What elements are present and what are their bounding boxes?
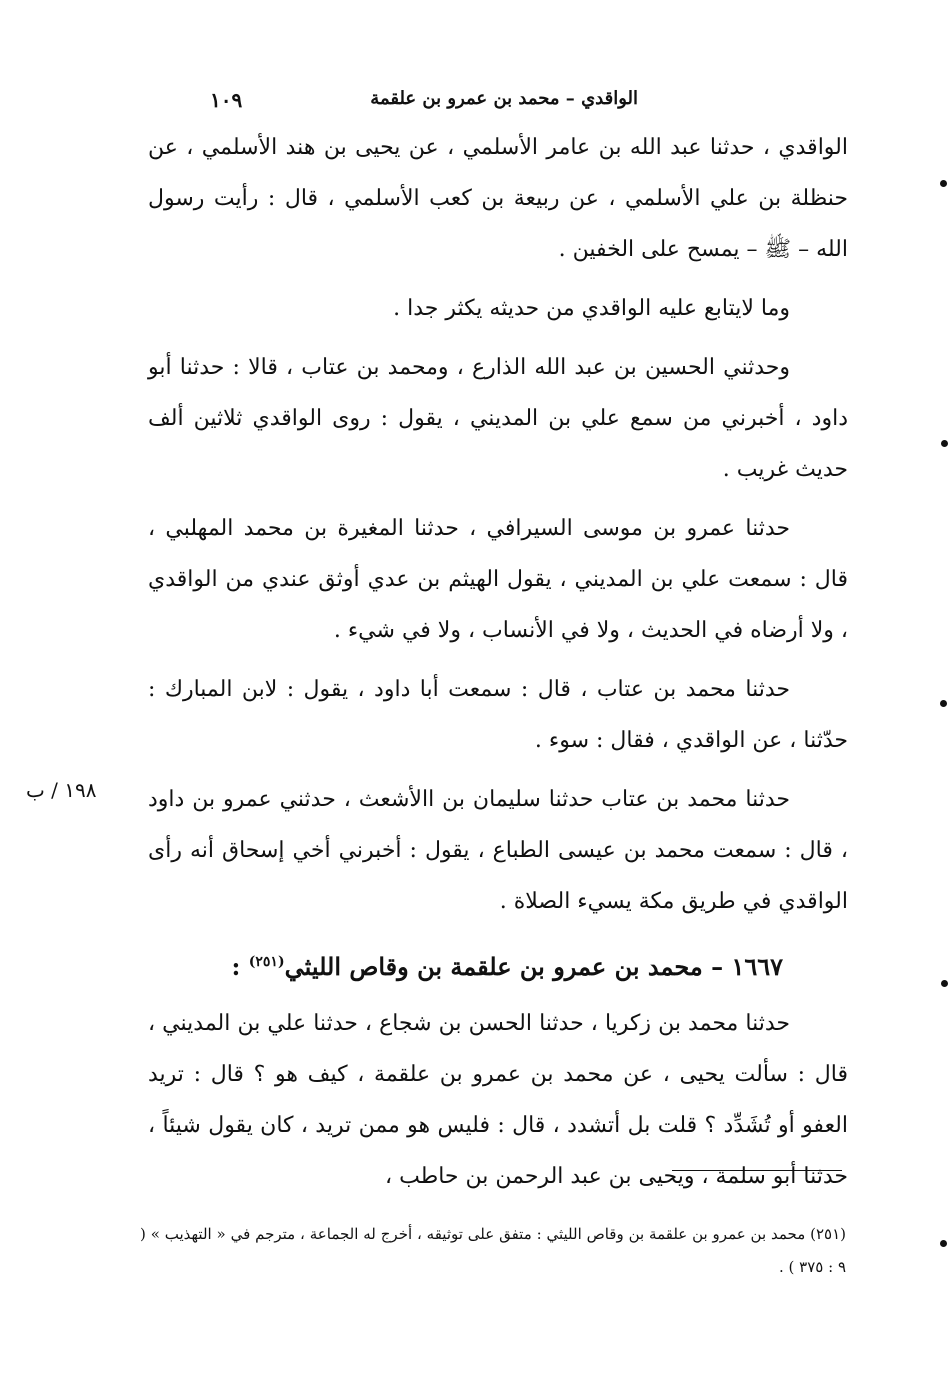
footnote-reference: (٢٥١) (248, 954, 285, 970)
paragraph: وحدثني الحسين بن عبد الله الذارع ، ومحمد بن عتاب ، قالا : حدثنا أبو داود ، أخبرني من سمع علي بن المديني ، يقول : روى الواقدي ثلاثين ألف حديث غريب . (148, 355, 848, 482)
page-edge-mark (940, 700, 947, 707)
main-text (148, 122, 848, 1210)
footnote-divider (672, 1170, 842, 1171)
page-header (150, 88, 850, 118)
running-head: الواقدي – محمد بن عمرو بن علقمة (370, 88, 638, 109)
paragraph: وما لايتابع عليه الواقدي من حديثه يكثر جدا . (393, 296, 790, 321)
margin-folio-note: ١٩٨ / ب (26, 778, 97, 802)
paragraph: حدثنا عمرو بن موسى السيرافي ، حدثنا المغيرة بن محمد المهلبي ، قال : سمعت علي بن المديني ، يقول الهيثم بن عدي أوثق عندي من الواقدي ، ولا أرضاه في الحديث ، ولا في الأنساب ، ولا في شيء . (148, 516, 848, 643)
page-edge-mark (940, 1240, 947, 1247)
entry-heading-suffix: : (231, 952, 249, 981)
page-edge-mark (941, 440, 948, 447)
entry-paragraph: حدثنا محمد بن زكريا ، حدثنا الحسن بن شجاع ، حدثنا علي بن المديني ، قال : سألت يحيى ، عن محمد بن عمرو بن علقمة ، كيف هو ؟ قال : تريد العفو أو تُشَدِّد ؟ قلت بل أتشدد ، قال : فليس هو ممن تريد ، كان يقول شيئاً ، حدثنا أبو سلمة ، ويحيى بن عبد الرحمن بن حاطب ، (148, 1011, 848, 1189)
page-number: ١٠٩ (210, 88, 243, 112)
paragraph: حدثنا محمد بن عتاب حدثنا سليمان بن االأشعث ، حدثني عمرو بن داود ، قال : سمعت محمد بن عيسى الطباع ، يقول : أخبرني أخي إسحاق أنه رأى الواقدي في طريق مكة يسيء الصلاة . (148, 787, 848, 914)
page-edge-mark (941, 980, 948, 987)
entry-heading (148, 935, 848, 994)
paragraph: الواقدي ، حدثنا عبد الله بن عامر الأسلمي ، عن يحيى بن هند الأسلمي ، عن حنظلة بن علي الأسلمي ، عن ربيعة بن كعب الأسلمي ، قال : رأيت رسول الله – ﷺ – يمسح على الخفين . (148, 135, 848, 262)
page-edge-mark (940, 180, 947, 187)
footnote: (٢٥١) محمد بن عمرو بن علقمة بن وقاص الليثي : متفق على توثيقه ، أخرج له الجماعة ، مترجم في « التهذيب » ( ٩ : ٣٧٥ ) . (140, 1225, 846, 1276)
entry-title: ١٦٦٧ – محمد بن عمرو بن علقمة بن وقاص الليثي (284, 952, 783, 981)
paragraph: حدثنا محمد بن عتاب ، قال : سمعت أبا داود ، يقول : لابن المبارك : حدّثنا ، عن الواقدي ، فقال : سوء . (148, 677, 848, 753)
